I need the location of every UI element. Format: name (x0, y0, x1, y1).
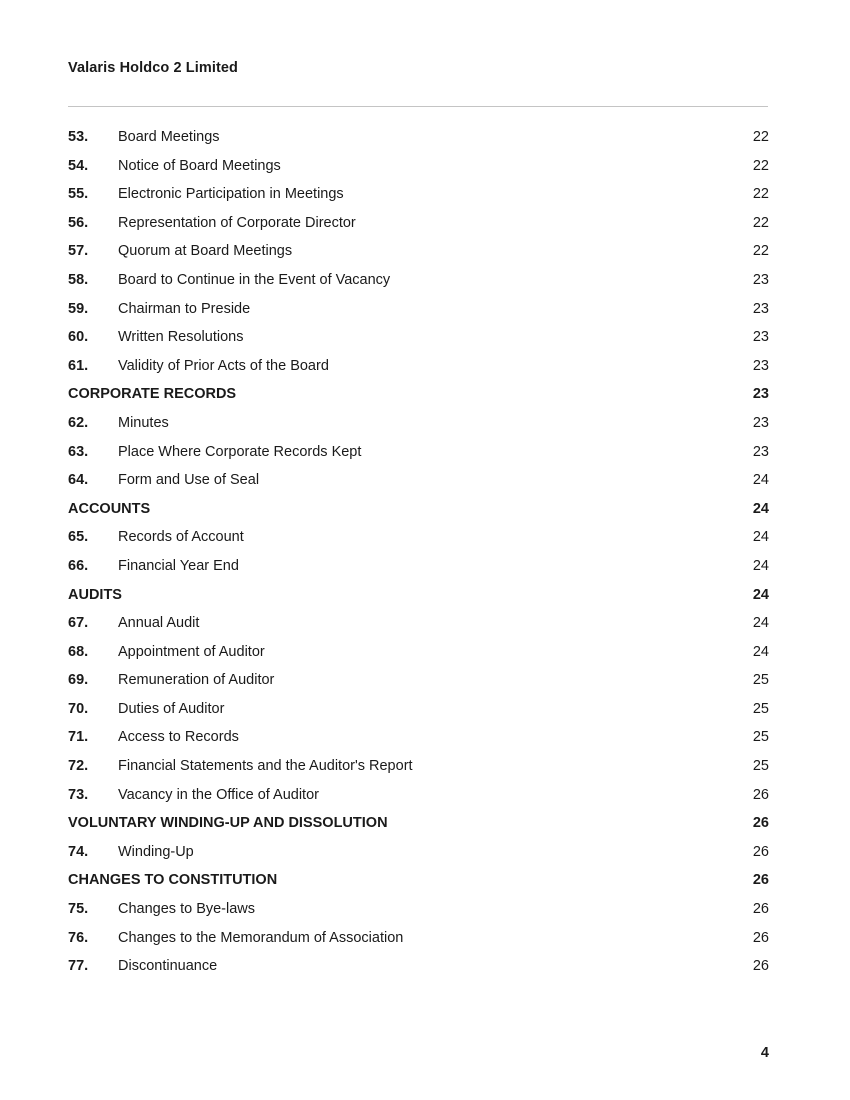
toc-entry (68, 895, 769, 924)
toc-page-number: 25 (752, 758, 769, 775)
toc-entry (68, 924, 769, 953)
toc-page-number: 24 (752, 472, 769, 489)
toc-entry-number: 73. (68, 786, 89, 803)
toc-page-number: 26 (752, 786, 769, 803)
toc-entry-number: 55. (68, 186, 89, 203)
toc-entry-title: Vacancy in the Office of Auditor (118, 786, 319, 803)
toc-entry-title: Electronic Participation in Meetings (118, 186, 344, 203)
toc-entry-number: 62. (68, 414, 89, 431)
toc-entry-title: Chairman to Preside (118, 300, 251, 317)
toc-entry-title: Form and Use of Seal (118, 472, 260, 489)
toc-page-number: 25 (752, 672, 769, 689)
toc-entry-number: 75. (68, 901, 89, 918)
toc-entry (68, 237, 769, 266)
toc-entry (68, 838, 769, 867)
toc-page-number: 24 (752, 500, 769, 517)
toc-entry (68, 409, 769, 438)
toc-page-number: 25 (752, 700, 769, 717)
toc-entry (68, 209, 769, 238)
toc-entry (68, 523, 769, 552)
toc-entry-title: Board to Continue in the Event of Vacancy (118, 271, 391, 288)
toc-entry-number: 65. (68, 529, 89, 546)
toc-section-title: VOLUNTARY WINDING-UP AND DISSOLUTION (68, 815, 388, 832)
toc-page-number: 26 (752, 958, 769, 975)
toc-page-number: 24 (752, 557, 769, 574)
toc-page-number: 24 (752, 529, 769, 546)
toc-section-heading (68, 866, 769, 895)
toc-entry-title: Board Meetings (118, 129, 220, 145)
toc-page-number: 23 (752, 329, 769, 346)
toc-entry (68, 466, 769, 495)
toc-page-number: 24 (752, 643, 769, 660)
toc-entry (68, 666, 769, 695)
toc-page-number: 26 (752, 901, 769, 918)
toc-page-number: 22 (752, 243, 769, 260)
toc-entry-title: Changes to Bye-laws (118, 901, 256, 918)
toc-entry (68, 438, 769, 467)
toc-entry-title: Representation of Corporate Director (118, 214, 356, 231)
toc-page-number: 26 (752, 815, 769, 832)
toc-entry-number: 61. (68, 357, 89, 374)
toc-page-number: 23 (752, 271, 769, 288)
toc-entry-number: 54. (68, 157, 89, 174)
toc-entry-title: Notice of Board Meetings (118, 157, 281, 174)
toc-entry-title: Place Where Corporate Records Kept (118, 443, 362, 460)
page-number: 4 (760, 1045, 769, 1061)
toc-page-number: 26 (752, 843, 769, 860)
toc-entry-title: Access to Records (118, 729, 239, 746)
toc-page-number: 23 (752, 300, 769, 317)
toc-entry-number: 56. (68, 214, 89, 231)
toc-entry-number: 58. (68, 271, 89, 288)
toc-entry (68, 638, 769, 667)
toc-section-heading (68, 495, 769, 524)
toc-entry-title: Quorum at Board Meetings (118, 243, 293, 260)
table-of-contents (68, 123, 769, 981)
toc-entry-number: 74. (68, 843, 89, 860)
toc-entry (68, 295, 769, 324)
toc-section-title: ACCOUNTS (68, 500, 151, 517)
toc-page-number: 22 (752, 186, 769, 203)
toc-entry (68, 609, 769, 638)
toc-entry (68, 752, 769, 781)
toc-page-number: 24 (752, 615, 769, 632)
toc-page-number: 23 (752, 414, 769, 431)
toc-section-title: CORPORATE RECORDS (68, 386, 237, 403)
toc-entry (68, 723, 769, 752)
toc-entry-number: 77. (68, 958, 89, 975)
toc-entry (68, 266, 769, 295)
toc-entry-number: 66. (68, 557, 89, 574)
toc-entry-number: 70. (68, 700, 89, 717)
toc-section-heading (68, 809, 769, 838)
toc-entry-number: 72. (68, 758, 89, 775)
toc-entry-title: Records of Account (118, 529, 244, 546)
toc-page-number: 23 (752, 357, 769, 374)
toc-entry-title: Annual Audit (118, 615, 200, 632)
toc-entry-number: 59. (68, 300, 89, 317)
toc-page-number: 22 (752, 157, 769, 174)
toc-entry-number: 71. (68, 729, 89, 746)
toc-page-number: 26 (752, 929, 769, 946)
toc-page-number: 23 (752, 443, 769, 460)
toc-entry-title: Duties of Auditor (118, 700, 225, 717)
toc-entry (68, 952, 769, 981)
toc-page-number: 22 (752, 129, 769, 145)
toc-section-title: AUDITS (68, 586, 122, 603)
toc-page-number: 22 (752, 214, 769, 231)
toc-entry-number: 67. (68, 615, 89, 632)
toc-entry-number: 57. (68, 243, 89, 260)
toc-section-title: CHANGES TO CONSTITUTION (68, 872, 278, 889)
toc-page-number: 24 (752, 586, 769, 603)
toc-entry-number: 60. (68, 329, 89, 346)
header-divider (68, 106, 768, 107)
toc-entry-number: 53. (68, 129, 89, 145)
toc-entry-number: 69. (68, 672, 89, 689)
toc-entry-number: 76. (68, 929, 89, 946)
toc-entry-number: 68. (68, 643, 89, 660)
toc-entry-title: Appointment of Auditor (118, 643, 265, 660)
toc-entry-title: Written Resolutions (118, 329, 244, 346)
toc-entry-title: Remuneration of Auditor (118, 672, 275, 689)
toc-entry (68, 352, 769, 381)
toc-page-number: 26 (752, 872, 769, 889)
toc-entry (68, 781, 769, 810)
toc-entry-title: Minutes (118, 414, 169, 431)
company-name: Valaris Holdco 2 Limited (68, 60, 239, 76)
toc-entry-title: Discontinuance (118, 958, 218, 975)
toc-page-number: 23 (752, 386, 769, 403)
toc-entry (68, 695, 769, 724)
toc-entry-number: 64. (68, 472, 89, 489)
toc-entry (68, 180, 769, 209)
toc-entry (68, 152, 769, 181)
toc-entry (68, 323, 769, 352)
toc-section-heading (68, 380, 769, 409)
toc-entry-title: Validity of Prior Acts of the Board (118, 357, 329, 374)
toc-entry-number: 63. (68, 443, 89, 460)
toc-entry-title: Financial Year End (118, 557, 239, 574)
toc-entry (68, 123, 769, 152)
toc-entry-title: Changes to the Memorandum of Association (118, 929, 404, 946)
toc-entry-title: Winding-Up (118, 843, 194, 860)
toc-page-number: 25 (752, 729, 769, 746)
toc-section-heading (68, 581, 769, 610)
toc-entry (68, 552, 769, 581)
toc-entry-title: Financial Statements and the Auditor's Report (118, 758, 413, 775)
